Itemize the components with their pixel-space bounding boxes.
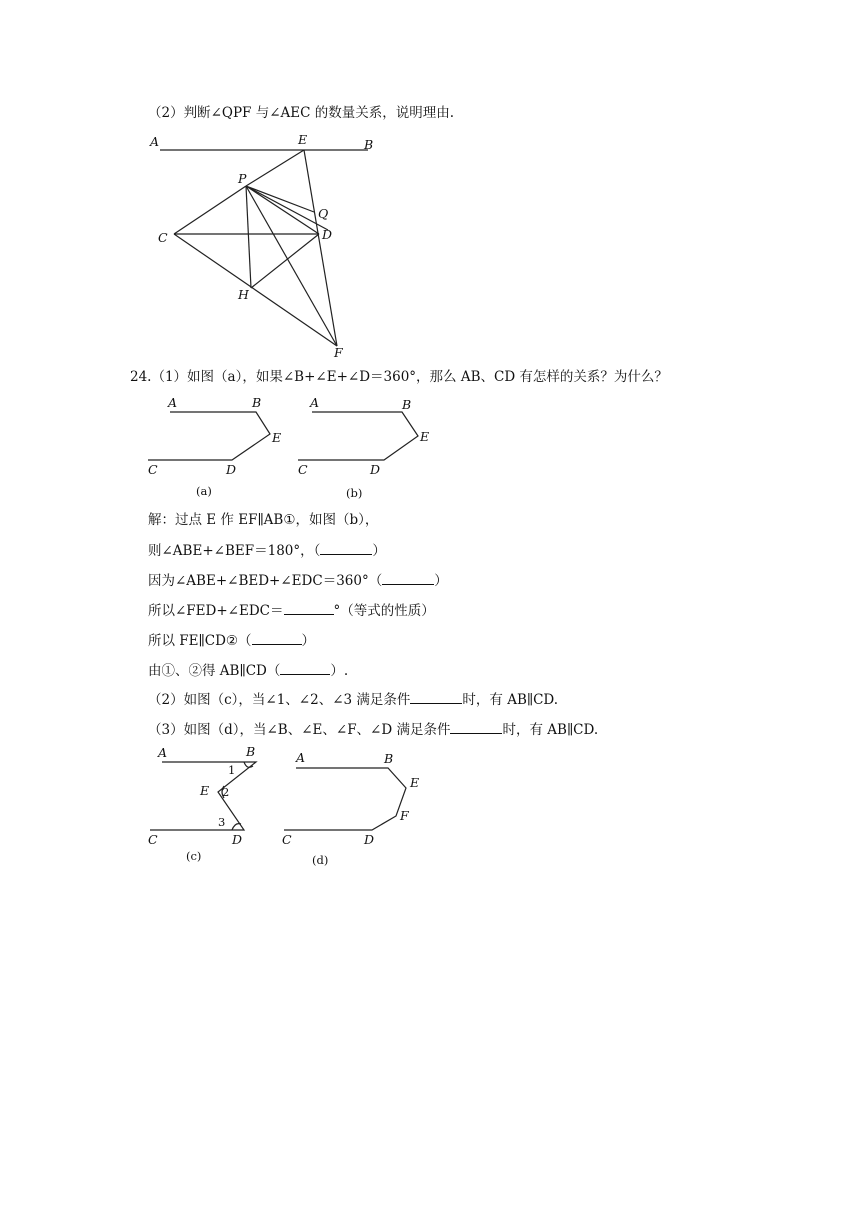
solution-line-1: 解：过点 E 作 EF∥AB①，如图（b），: [148, 512, 379, 528]
label-d-a: A: [296, 750, 306, 765]
label-d-c: C: [282, 832, 292, 847]
q23-figure: [140, 128, 380, 360]
label-d-e: E: [410, 775, 420, 790]
figure-a-b: [140, 390, 440, 502]
line-hd: [251, 234, 319, 288]
label-a-b: B: [252, 395, 262, 410]
q24-part3: [148, 719, 598, 739]
label-d-b: B: [384, 751, 394, 766]
caption-a: (a): [196, 484, 212, 498]
angle-1-arc: [244, 762, 253, 767]
angle-3-label: 3: [218, 815, 226, 829]
label-a-a: A: [168, 395, 178, 410]
solution-line-6-pre: 由①、②得 AB∥CD（: [148, 663, 281, 679]
q24-part2-pre: （2）如图（c），当∠1、∠2、∠3 满足条件: [148, 692, 411, 708]
label-b: B: [364, 137, 374, 152]
line-cf: [174, 234, 337, 346]
solution-line-6-post: ）.: [330, 663, 349, 679]
label-a-c: C: [148, 462, 158, 477]
blank-4[interactable]: [252, 630, 302, 645]
line-cp: [174, 186, 246, 234]
label-c: C: [158, 230, 168, 245]
solution-line-2: [148, 540, 386, 560]
label-b-b: B: [402, 397, 412, 412]
solution-line-2-post: ）: [372, 543, 386, 559]
q24-part3-pre: （3）如图（d），当∠B、∠E、∠F、∠D 满足条件: [148, 722, 451, 738]
angle-2-label: 2: [222, 785, 230, 799]
figure-a-shape: [148, 412, 270, 460]
label-h: H: [238, 287, 249, 302]
q24-part3-post: 时，有 AB∥CD.: [502, 722, 599, 738]
label-c-c: C: [148, 832, 158, 847]
blank-3[interactable]: [284, 600, 334, 615]
blank-5[interactable]: [280, 660, 330, 675]
caption-d: (d): [312, 853, 329, 867]
caption-b: (b): [346, 486, 363, 500]
label-a-d: D: [226, 462, 237, 477]
solution-line-4: [148, 600, 435, 620]
label-c-b: B: [246, 744, 256, 759]
label-q: Q: [318, 206, 329, 221]
solution-line-5-post: ）: [301, 633, 316, 649]
solution-line-3: [148, 570, 448, 590]
caption-c: (c): [186, 849, 202, 863]
blank-7[interactable]: [450, 719, 502, 734]
q24-part2: [148, 689, 558, 709]
q23-part2-text: （2）判断∠QPF 与∠AEC 的数量关系，说明理由.: [148, 105, 455, 121]
line-ph: [246, 186, 251, 288]
label-b-a: A: [310, 395, 320, 410]
label-c-e: E: [200, 783, 210, 798]
solution-line-5: [148, 630, 315, 650]
angle-1-label: 1: [228, 763, 236, 777]
label-f: F: [334, 345, 343, 360]
label-a: A: [150, 134, 160, 149]
blank-1[interactable]: [320, 540, 372, 555]
solution-line-4-pre: 所以∠FED+∠EDC＝: [148, 603, 284, 619]
label-c-a: A: [158, 745, 168, 760]
label-b-e: E: [420, 429, 430, 444]
blank-6[interactable]: [410, 689, 462, 704]
label-b-c: C: [298, 462, 308, 477]
line-pe: [246, 150, 304, 186]
solution-line-5-pre: 所以 FE∥CD②（: [148, 633, 252, 649]
solution-line-4-post: °（等式的性质）: [333, 603, 435, 619]
label-d-f: F: [400, 808, 409, 823]
figure-d-shape: [284, 768, 406, 830]
q24-intro: 24.（1）如图（a），如果∠B+∠E+∠D＝360°，那么 AB、CD 有怎样的关系？为什么？: [130, 369, 668, 385]
solution-line-2-pre: 则∠ABE+∠BEF＝180°，（: [148, 543, 321, 559]
figure-b-shape: [298, 412, 418, 460]
solution-line-3-post: ）: [434, 573, 448, 589]
label-a-e: E: [272, 430, 282, 445]
label-d: D: [322, 227, 333, 242]
solution-line-6: [148, 660, 348, 680]
label-c-d: D: [232, 832, 243, 847]
label-b-d: D: [370, 462, 381, 477]
label-p: P: [238, 171, 247, 186]
q24-part2-post: 时，有 AB∥CD.: [462, 692, 559, 708]
label-e: E: [298, 132, 308, 147]
figure-c-d: [140, 742, 440, 870]
solution-line-3-pre: 因为∠ABE+∠BED+∠EDC＝360°（: [148, 573, 383, 589]
label-d-d: D: [364, 832, 375, 847]
blank-2[interactable]: [382, 570, 434, 585]
